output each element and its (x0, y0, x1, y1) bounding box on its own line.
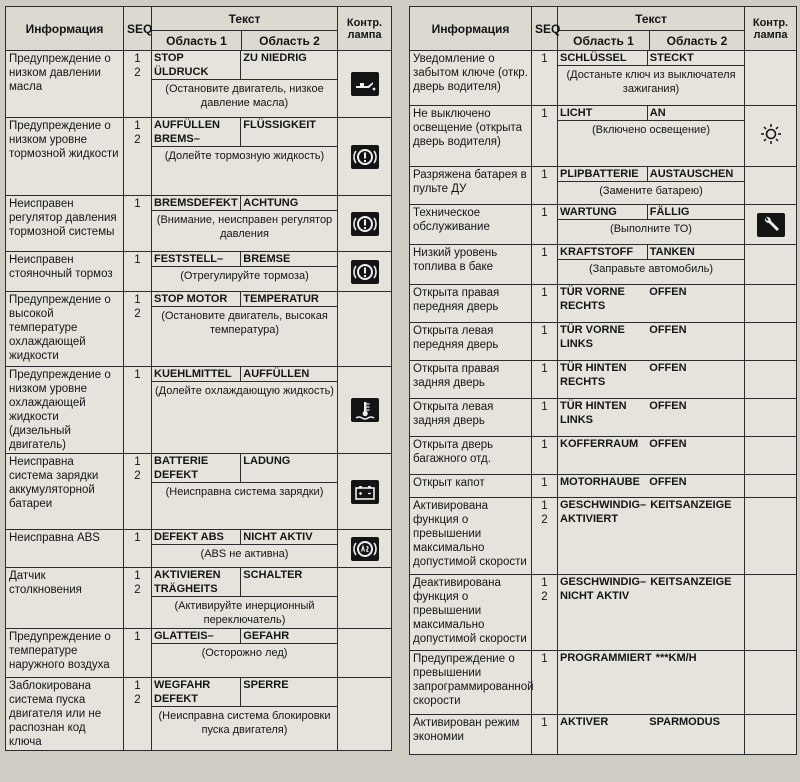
messages-table-left (5, 6, 392, 751)
seq-number: 1 (541, 247, 548, 259)
translation-text: (Осторожно лед) (152, 643, 337, 660)
table-row (6, 51, 392, 118)
text-cell (152, 252, 338, 292)
lamp-cell (745, 245, 797, 285)
translation-text: (ABS не активна) (152, 544, 337, 561)
table-row (6, 530, 392, 568)
text-split (558, 285, 744, 313)
text-cell (558, 167, 745, 205)
area1-text: AKTIVIEREN TRÄGHEITS (152, 568, 241, 596)
info-cell: Предупреждение о температуре наружного воздуха (6, 629, 124, 678)
header-info: Информация (6, 7, 124, 51)
table-row (410, 167, 797, 205)
text-cell (558, 575, 745, 651)
lamp-cell (745, 205, 797, 245)
area2-text: TEMPERATUR (243, 293, 319, 305)
seq-cell (532, 498, 558, 575)
lamp-cell (338, 629, 392, 678)
area1-text: TÜR HINTEN LINKS (560, 400, 627, 426)
info-cell: Открыта дверь багажного отд. (410, 437, 532, 475)
translation-text: (Долейте охлаждающую жидкость) (152, 381, 337, 398)
area1-text: GESCHWINDIG– AKTIVIERT (560, 499, 647, 525)
text-split (152, 292, 337, 306)
text-cell (152, 367, 338, 454)
seq-number: 1 (541, 500, 548, 512)
seq-cell (532, 715, 558, 755)
info-cell: Деактивирована функция о превышении максимально допустимой скорости (410, 575, 532, 651)
area2-text: OFFEN (649, 400, 687, 412)
area1-text: KUEHLMITTEL (152, 367, 241, 381)
info-cell: Разряжена батарея в пульте ДУ (410, 167, 532, 205)
text-cell (152, 51, 338, 118)
table-row (6, 292, 392, 367)
area2-text: AUFFÜLLEN (243, 368, 310, 380)
header-info: Информация (410, 7, 532, 51)
area1-text: TÜR VORNE RECHTS (560, 286, 625, 312)
translation-text: (Неисправна система зарядки) (152, 482, 337, 499)
translation-text: (Остановите двигатель, высокая температура) (152, 306, 337, 337)
area2-text: KEITSANZEIGE (650, 499, 732, 511)
translation-text: (Включено освещение) (558, 120, 744, 137)
seq-number: 1 (541, 717, 548, 729)
lamp-cell (338, 118, 392, 196)
translation-text: (Заправьте автомобиль) (558, 259, 744, 276)
seq-number: 1 (541, 577, 548, 589)
text-split (152, 367, 337, 381)
text-cell (152, 454, 338, 530)
text-split (152, 568, 337, 596)
info-cell: Предупреждение о низком уровне тормозной жидкости (6, 118, 124, 196)
lamp-cell (338, 678, 392, 751)
area2-text: STECKT (649, 52, 694, 64)
text-split (558, 205, 744, 219)
seq-number: 2 (541, 591, 548, 603)
text-split (558, 51, 744, 65)
table-row (6, 629, 392, 678)
seq-number: 2 (134, 694, 141, 706)
area1-text: AUFFÜLLEN BREMS– (152, 118, 241, 146)
lamp-cell (745, 575, 797, 651)
text-split (152, 678, 337, 706)
seq-cell (124, 252, 152, 292)
text-cell (558, 361, 745, 399)
text-split (558, 651, 744, 665)
seq-number: 1 (541, 653, 548, 665)
info-cell: Заблокирована система пуска двигателя или не распознан код ключа (6, 678, 124, 751)
area1-text: DEFEKT ABS (152, 530, 241, 544)
table-row (410, 575, 797, 651)
seq-number: 1 (541, 363, 548, 375)
text-split (558, 437, 744, 451)
header-area1: Область 1 (152, 31, 242, 51)
messages-table-right (409, 6, 797, 755)
seq-number: 2 (134, 308, 141, 320)
table-row (410, 205, 797, 245)
info-cell: Открыт капот (410, 475, 532, 498)
area2-text: ***KM/H (655, 652, 697, 664)
seq-number: 1 (134, 53, 141, 65)
table-row (410, 106, 797, 167)
header-area2: Область 2 (650, 31, 745, 51)
info-cell: Низкий уровень топлива в баке (410, 245, 532, 285)
info-cell: Предупреждение о превышении запрограммированной скорости (410, 651, 532, 715)
brake-warning-icon (351, 151, 379, 163)
text-cell (558, 399, 745, 437)
seq-cell (532, 106, 558, 167)
table-row (6, 454, 392, 530)
seq-cell (124, 118, 152, 196)
text-cell (152, 629, 338, 678)
area1-text: FESTSTELL– (152, 252, 241, 266)
text-cell (152, 678, 338, 751)
header-seq: SEQ (532, 7, 558, 51)
seq-cell (532, 245, 558, 285)
area2-text: OFFEN (649, 438, 687, 450)
area2-text: OFFEN (649, 324, 687, 336)
seq-number: 1 (134, 294, 141, 306)
area1-text: LICHT (558, 106, 647, 120)
seq-cell (532, 205, 558, 245)
text-cell (152, 292, 338, 367)
text-split (152, 454, 337, 482)
seq-number: 1 (134, 120, 141, 132)
text-cell (152, 118, 338, 196)
text-cell (558, 715, 745, 755)
seq-number: 2 (134, 134, 141, 146)
text-split (152, 252, 337, 266)
text-split (558, 475, 744, 489)
text-cell (558, 205, 745, 245)
area1-text: MOTORHAUBE (560, 476, 640, 488)
seq-cell (532, 575, 558, 651)
seq-number: 1 (541, 325, 548, 337)
lamp-cell (745, 651, 797, 715)
seq-cell (124, 367, 152, 454)
info-cell: Датчик столкновения (6, 568, 124, 629)
table-row (6, 367, 392, 454)
lamp-cell (745, 437, 797, 475)
lamp-cell (745, 715, 797, 755)
lamp-cell (745, 399, 797, 437)
seq-cell (532, 399, 558, 437)
table-row (410, 245, 797, 285)
text-cell (558, 437, 745, 475)
translation-text: (Выполните ТО) (558, 219, 744, 236)
seq-cell (124, 530, 152, 568)
table-row (6, 252, 392, 292)
area1-text: STOP ÜLDRUCK (152, 51, 241, 79)
lamp-cell (745, 323, 797, 361)
info-cell: Неисправна ABS (6, 530, 124, 568)
area1-text: BREMSDEFEKT (152, 196, 241, 210)
seq-number: 1 (541, 53, 548, 65)
seq-number: 1 (134, 680, 141, 692)
text-split (558, 167, 744, 181)
lamp-cell (338, 252, 392, 292)
area2-text: ZU NIEDRIG (243, 52, 307, 64)
lamp-cell (745, 475, 797, 498)
info-cell: Неисправен регулятор давления тормозной системы (6, 196, 124, 252)
area2-text: OFFEN (649, 476, 687, 488)
text-cell (558, 498, 745, 575)
translation-text: (Достаньте ключ из выключателя зажигания) (558, 65, 744, 96)
seq-number: 1 (134, 254, 141, 266)
area1-text: WEGFAHR DEFEKT (152, 678, 241, 706)
area1-text: WARTUNG (558, 205, 647, 219)
area1-text: KRAFTSTOFF (558, 245, 647, 259)
text-split (558, 361, 744, 389)
info-cell: Техническое обслуживание (410, 205, 532, 245)
text-split (152, 118, 337, 146)
seq-cell (532, 51, 558, 106)
text-split (558, 106, 744, 120)
text-cell (152, 196, 338, 252)
lamp-cell (338, 367, 392, 454)
seq-number: 1 (134, 570, 141, 582)
seq-number: 1 (134, 456, 141, 468)
table-row (6, 678, 392, 751)
seq-number: 2 (541, 514, 548, 526)
lamp-cell (338, 292, 392, 367)
text-split (558, 399, 744, 427)
header-area1: Область 1 (558, 31, 650, 51)
abs-icon (351, 543, 379, 555)
area1-text: PLIPBATTERIE (558, 167, 647, 181)
table-row (6, 568, 392, 629)
info-cell: Открыта левая задняя дверь (410, 399, 532, 437)
area2-text: ACHTUNG (243, 197, 299, 209)
area2-text: SPARMODUS (649, 716, 720, 728)
text-split (558, 575, 744, 603)
area2-text: FÄLLIG (649, 206, 690, 218)
lamp-cell (745, 285, 797, 323)
info-cell: Неисправна система зарядки аккумуляторной батареи (6, 454, 124, 530)
brake-warning-icon (351, 218, 379, 230)
lamp-cell (338, 530, 392, 568)
area1-text: STOP MOTOR (152, 292, 241, 306)
seq-cell (124, 678, 152, 751)
info-cell: Предупреждение о высокой температуре охлаждающей жидкости (6, 292, 124, 367)
lamp-cell (745, 361, 797, 399)
translation-text: (Внимание, неисправен регулятор давления (152, 210, 337, 241)
text-cell (558, 285, 745, 323)
table-row (410, 437, 797, 475)
header-text: Текст (558, 7, 745, 31)
area2-text: KEITSANZEIGE (650, 576, 732, 588)
area1-text: PROGRAMMIERT (560, 652, 652, 664)
area2-text: OFFEN (649, 362, 687, 374)
table-row (410, 361, 797, 399)
battery-icon (351, 486, 379, 498)
area1-text: BATTERIE DEFEKT (152, 454, 241, 482)
lamp-cell (338, 196, 392, 252)
area2-text: BREMSE (243, 253, 291, 265)
table-row (410, 399, 797, 437)
area2-text: SPERRE (243, 679, 289, 691)
area2-text: NICHT AKTIV (243, 531, 313, 543)
table-row (410, 498, 797, 575)
lamp-cell (338, 568, 392, 629)
text-cell (558, 106, 745, 167)
brake-warning-icon (351, 266, 379, 278)
table-row (410, 475, 797, 498)
text-cell (558, 51, 745, 106)
translation-text: (Отрегулируйте тормоза) (152, 266, 337, 283)
seq-number: 2 (134, 67, 141, 79)
info-cell: Уведомление о забытом ключе (откр. дверь водителя) (410, 51, 532, 106)
seq-cell (532, 167, 558, 205)
text-split (558, 245, 744, 259)
seq-cell (124, 454, 152, 530)
info-cell: Активирована функция о превышении максимально допустимой скорости (410, 498, 532, 575)
lamp-cell (745, 51, 797, 106)
seq-number: 1 (541, 287, 548, 299)
header-lamp: Контр. лампа (338, 7, 392, 51)
text-cell (558, 475, 745, 498)
info-cell: Открыта левая передняя дверь (410, 323, 532, 361)
info-cell: Неисправен стояночный тормоз (6, 252, 124, 292)
table-row (410, 323, 797, 361)
area2-text: OFFEN (649, 286, 687, 298)
light-on-icon (757, 137, 785, 149)
seq-cell (532, 651, 558, 715)
seq-cell (532, 475, 558, 498)
coolant-temperature-icon (351, 404, 379, 416)
area2-text: AUSTAUSCHEN (649, 168, 734, 180)
header-lamp: Контр. лампа (745, 7, 797, 51)
text-cell (558, 323, 745, 361)
area2-text: SCHALTER (243, 569, 303, 581)
seq-number: 1 (541, 207, 548, 219)
area1-text: GESCHWINDIG– NICHT AKTIV (560, 576, 647, 602)
seq-cell (124, 292, 152, 367)
lamp-cell (338, 51, 392, 118)
seq-cell (532, 361, 558, 399)
translation-text: (Неисправна система блокировки пуска двигателя) (152, 706, 337, 737)
area1-text: GLATTEIS– (152, 629, 241, 643)
area1-text: AKTIVER (560, 716, 609, 728)
text-split (152, 51, 337, 79)
translation-text: (Активируйте инерционный переключатель) (152, 596, 337, 627)
text-split (152, 629, 337, 643)
lamp-cell (745, 167, 797, 205)
seq-number: 2 (134, 470, 141, 482)
oil-pressure-icon (351, 78, 379, 90)
text-cell (558, 651, 745, 715)
text-cell (152, 530, 338, 568)
table-row (410, 285, 797, 323)
text-split (558, 715, 744, 729)
seq-number: 1 (541, 439, 548, 451)
translation-text: (Замените батарею) (558, 181, 744, 198)
text-split (558, 323, 744, 351)
table-row (410, 51, 797, 106)
area1-text: TÜR VORNE LINKS (560, 324, 625, 350)
text-split (152, 530, 337, 544)
seq-cell (532, 323, 558, 361)
text-cell (152, 568, 338, 629)
seq-number: 1 (541, 477, 548, 489)
seq-number: 1 (541, 108, 548, 120)
translation-text: (Долейте тормозную жидкость) (152, 146, 337, 163)
seq-number: 1 (541, 401, 548, 413)
wrench-icon (757, 219, 785, 231)
info-cell: Предупреждение о низком уровне охлаждающей жидкости (дизельный двигатель) (6, 367, 124, 454)
area2-text: GEFAHR (243, 630, 290, 642)
info-cell: Активирован режим экономии (410, 715, 532, 755)
area1-text: KOFFERRAUM (560, 438, 639, 450)
lamp-cell (745, 106, 797, 167)
info-cell: Предупреждение о низком давлении масла (6, 51, 124, 118)
info-cell: Не выключено освещение (открыта дверь водителя) (410, 106, 532, 167)
table-row (6, 118, 392, 196)
seq-cell (532, 437, 558, 475)
lamp-cell (745, 498, 797, 575)
table-row (6, 196, 392, 252)
header-text: Текст (152, 7, 338, 31)
seq-number: 1 (134, 198, 141, 210)
seq-number: 1 (134, 631, 141, 643)
text-split (152, 196, 337, 210)
seq-number: 1 (541, 169, 548, 181)
seq-cell (124, 196, 152, 252)
text-split (558, 498, 744, 526)
seq-number: 1 (134, 369, 141, 381)
header-area2: Область 2 (242, 31, 338, 51)
info-cell: Открыта правая передняя дверь (410, 285, 532, 323)
area2-text: TANKEN (649, 246, 695, 258)
area2-text: FLÜSSIGKEIT (243, 119, 317, 131)
right-table-body (410, 51, 797, 755)
seq-cell (124, 51, 152, 118)
seq-cell (124, 629, 152, 678)
seq-cell (124, 568, 152, 629)
area1-text: TÜR HINTEN RECHTS (560, 362, 627, 388)
lamp-cell (338, 454, 392, 530)
seq-cell (532, 285, 558, 323)
area2-text: LADUNG (243, 455, 291, 467)
header-seq: SEQ (124, 7, 152, 51)
seq-number: 2 (134, 584, 141, 596)
info-cell: Открыта правая задняя дверь (410, 361, 532, 399)
area1-text: SCHLÜSSEL (558, 51, 647, 65)
table-row (410, 715, 797, 755)
seq-number: 1 (134, 532, 141, 544)
area2-text: AN (649, 107, 666, 119)
table-row (410, 651, 797, 715)
text-cell (558, 245, 745, 285)
translation-text: (Остановите двигатель, низкое давление масла) (152, 79, 337, 110)
left-table-body (6, 51, 392, 751)
